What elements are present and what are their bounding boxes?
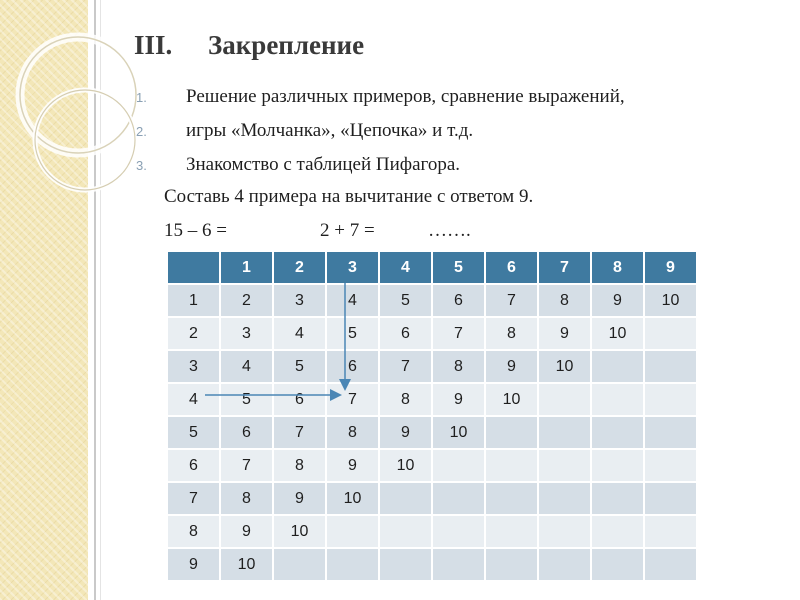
table-cell (273, 548, 326, 581)
table-cell: 7 (167, 482, 220, 515)
table-row (167, 284, 697, 317)
table-cell: 8 (326, 416, 379, 449)
table-cell (644, 416, 697, 449)
table-cell: 9 (167, 548, 220, 581)
list-item-text: игры «Молчанка», «Цепочка» и т.д. (186, 120, 474, 141)
table-cell: 3 (273, 284, 326, 317)
table-cell: 10 (432, 416, 485, 449)
table-cell (485, 515, 538, 548)
header-cell: 9 (644, 251, 697, 284)
table-cell (379, 548, 432, 581)
table-cell: 9 (591, 284, 644, 317)
table-cell: 10 (379, 449, 432, 482)
table-cell (326, 548, 379, 581)
example-2: 2 + 7 = (320, 220, 375, 241)
table-row (167, 416, 697, 449)
table-cell (538, 449, 591, 482)
table-cell (538, 515, 591, 548)
table-row (167, 317, 697, 350)
table-cell (379, 515, 432, 548)
table-cell (644, 383, 697, 416)
slide-title (134, 30, 364, 61)
table-cell (591, 350, 644, 383)
table-cell: 2 (220, 284, 273, 317)
header-cell: 8 (591, 251, 644, 284)
table-cell (485, 416, 538, 449)
table-cell: 6 (167, 449, 220, 482)
table-cell: 3 (220, 317, 273, 350)
table-cell (538, 548, 591, 581)
table-row (167, 482, 697, 515)
header-cell: 2 (273, 251, 326, 284)
table-cell (644, 350, 697, 383)
table-cell: 10 (326, 482, 379, 515)
table-cell: 4 (167, 383, 220, 416)
table-cell: 6 (273, 383, 326, 416)
table-cell: 7 (326, 383, 379, 416)
table-cell (432, 515, 485, 548)
table-cell: 5 (220, 383, 273, 416)
table-cell: 5 (326, 317, 379, 350)
table-cell (538, 482, 591, 515)
table-cell: 7 (432, 317, 485, 350)
table-cell: 1 (167, 284, 220, 317)
table-cell (591, 383, 644, 416)
table-cell: 4 (273, 317, 326, 350)
table-cell (591, 515, 644, 548)
table-row (167, 383, 697, 416)
table-row (167, 449, 697, 482)
table-cell: 5 (273, 350, 326, 383)
table-cell (591, 482, 644, 515)
table-cell: 7 (273, 416, 326, 449)
table-cell: 8 (167, 515, 220, 548)
table-cell (485, 449, 538, 482)
list-item-number: 3. (136, 158, 147, 173)
example-ellipsis: ……. (428, 220, 471, 241)
table-cell: 10 (644, 284, 697, 317)
table-cell: 9 (273, 482, 326, 515)
list-item-text: Знакомство с таблицей Пифагора. (186, 154, 461, 175)
table-cell: 6 (220, 416, 273, 449)
table-cell: 8 (485, 317, 538, 350)
table-cell (644, 515, 697, 548)
pythagoras-table (166, 250, 698, 582)
table-cell: 8 (379, 383, 432, 416)
table-cell: 7 (220, 449, 273, 482)
table-cell (591, 548, 644, 581)
table-cell: 7 (379, 350, 432, 383)
list-item-number: 1. (136, 90, 147, 105)
table-cell: 9 (379, 416, 432, 449)
table-cell (644, 317, 697, 350)
table-cell: 10 (591, 317, 644, 350)
example-1: 15 – 6 = (164, 220, 227, 241)
table-cell: 8 (220, 482, 273, 515)
table-cell (379, 482, 432, 515)
table-cell: 5 (379, 284, 432, 317)
table-cell: 2 (167, 317, 220, 350)
table-cell: 9 (485, 350, 538, 383)
table-cell: 6 (326, 350, 379, 383)
header-cell: 3 (326, 251, 379, 284)
header-cell: 5 (432, 251, 485, 284)
table-cell: 4 (220, 350, 273, 383)
table-cell: 8 (538, 284, 591, 317)
table-cell: 5 (167, 416, 220, 449)
table-cell: 10 (538, 350, 591, 383)
table-cell: 9 (220, 515, 273, 548)
table-cell (538, 383, 591, 416)
header-cell: 6 (485, 251, 538, 284)
title-number: III. (134, 30, 173, 60)
table-cell: 10 (273, 515, 326, 548)
table-header-row (167, 251, 697, 284)
table-cell: 8 (432, 350, 485, 383)
table-row (167, 515, 697, 548)
task-text: Составь 4 примера на вычитание с ответом 9. (164, 186, 534, 207)
table-cell (591, 449, 644, 482)
list-item-number: 2. (136, 124, 147, 139)
table-cell (644, 449, 697, 482)
table-cell: 4 (326, 284, 379, 317)
table-cell (591, 416, 644, 449)
table-cell: 9 (538, 317, 591, 350)
list-item-text: Решение различных примеров, сравнение выражений, (186, 86, 625, 107)
table-cell: 9 (326, 449, 379, 482)
table-cell (485, 482, 538, 515)
header-cell (167, 251, 220, 284)
table-row (167, 350, 697, 383)
table-cell: 9 (432, 383, 485, 416)
header-cell: 7 (538, 251, 591, 284)
table-cell (326, 515, 379, 548)
table-cell (644, 482, 697, 515)
table-cell: 7 (485, 284, 538, 317)
table-cell (644, 548, 697, 581)
table-cell: 10 (220, 548, 273, 581)
table-cell (538, 416, 591, 449)
table-cell (432, 482, 485, 515)
header-cell: 4 (379, 251, 432, 284)
table-cell: 8 (273, 449, 326, 482)
table-row (167, 548, 697, 581)
table-cell: 3 (167, 350, 220, 383)
header-cell: 1 (220, 251, 273, 284)
table-cell: 6 (379, 317, 432, 350)
title-text: Закрепление (208, 30, 365, 60)
table-cell: 6 (432, 284, 485, 317)
table-cell (485, 548, 538, 581)
table-cell (432, 449, 485, 482)
table-cell (432, 548, 485, 581)
table-cell: 10 (485, 383, 538, 416)
